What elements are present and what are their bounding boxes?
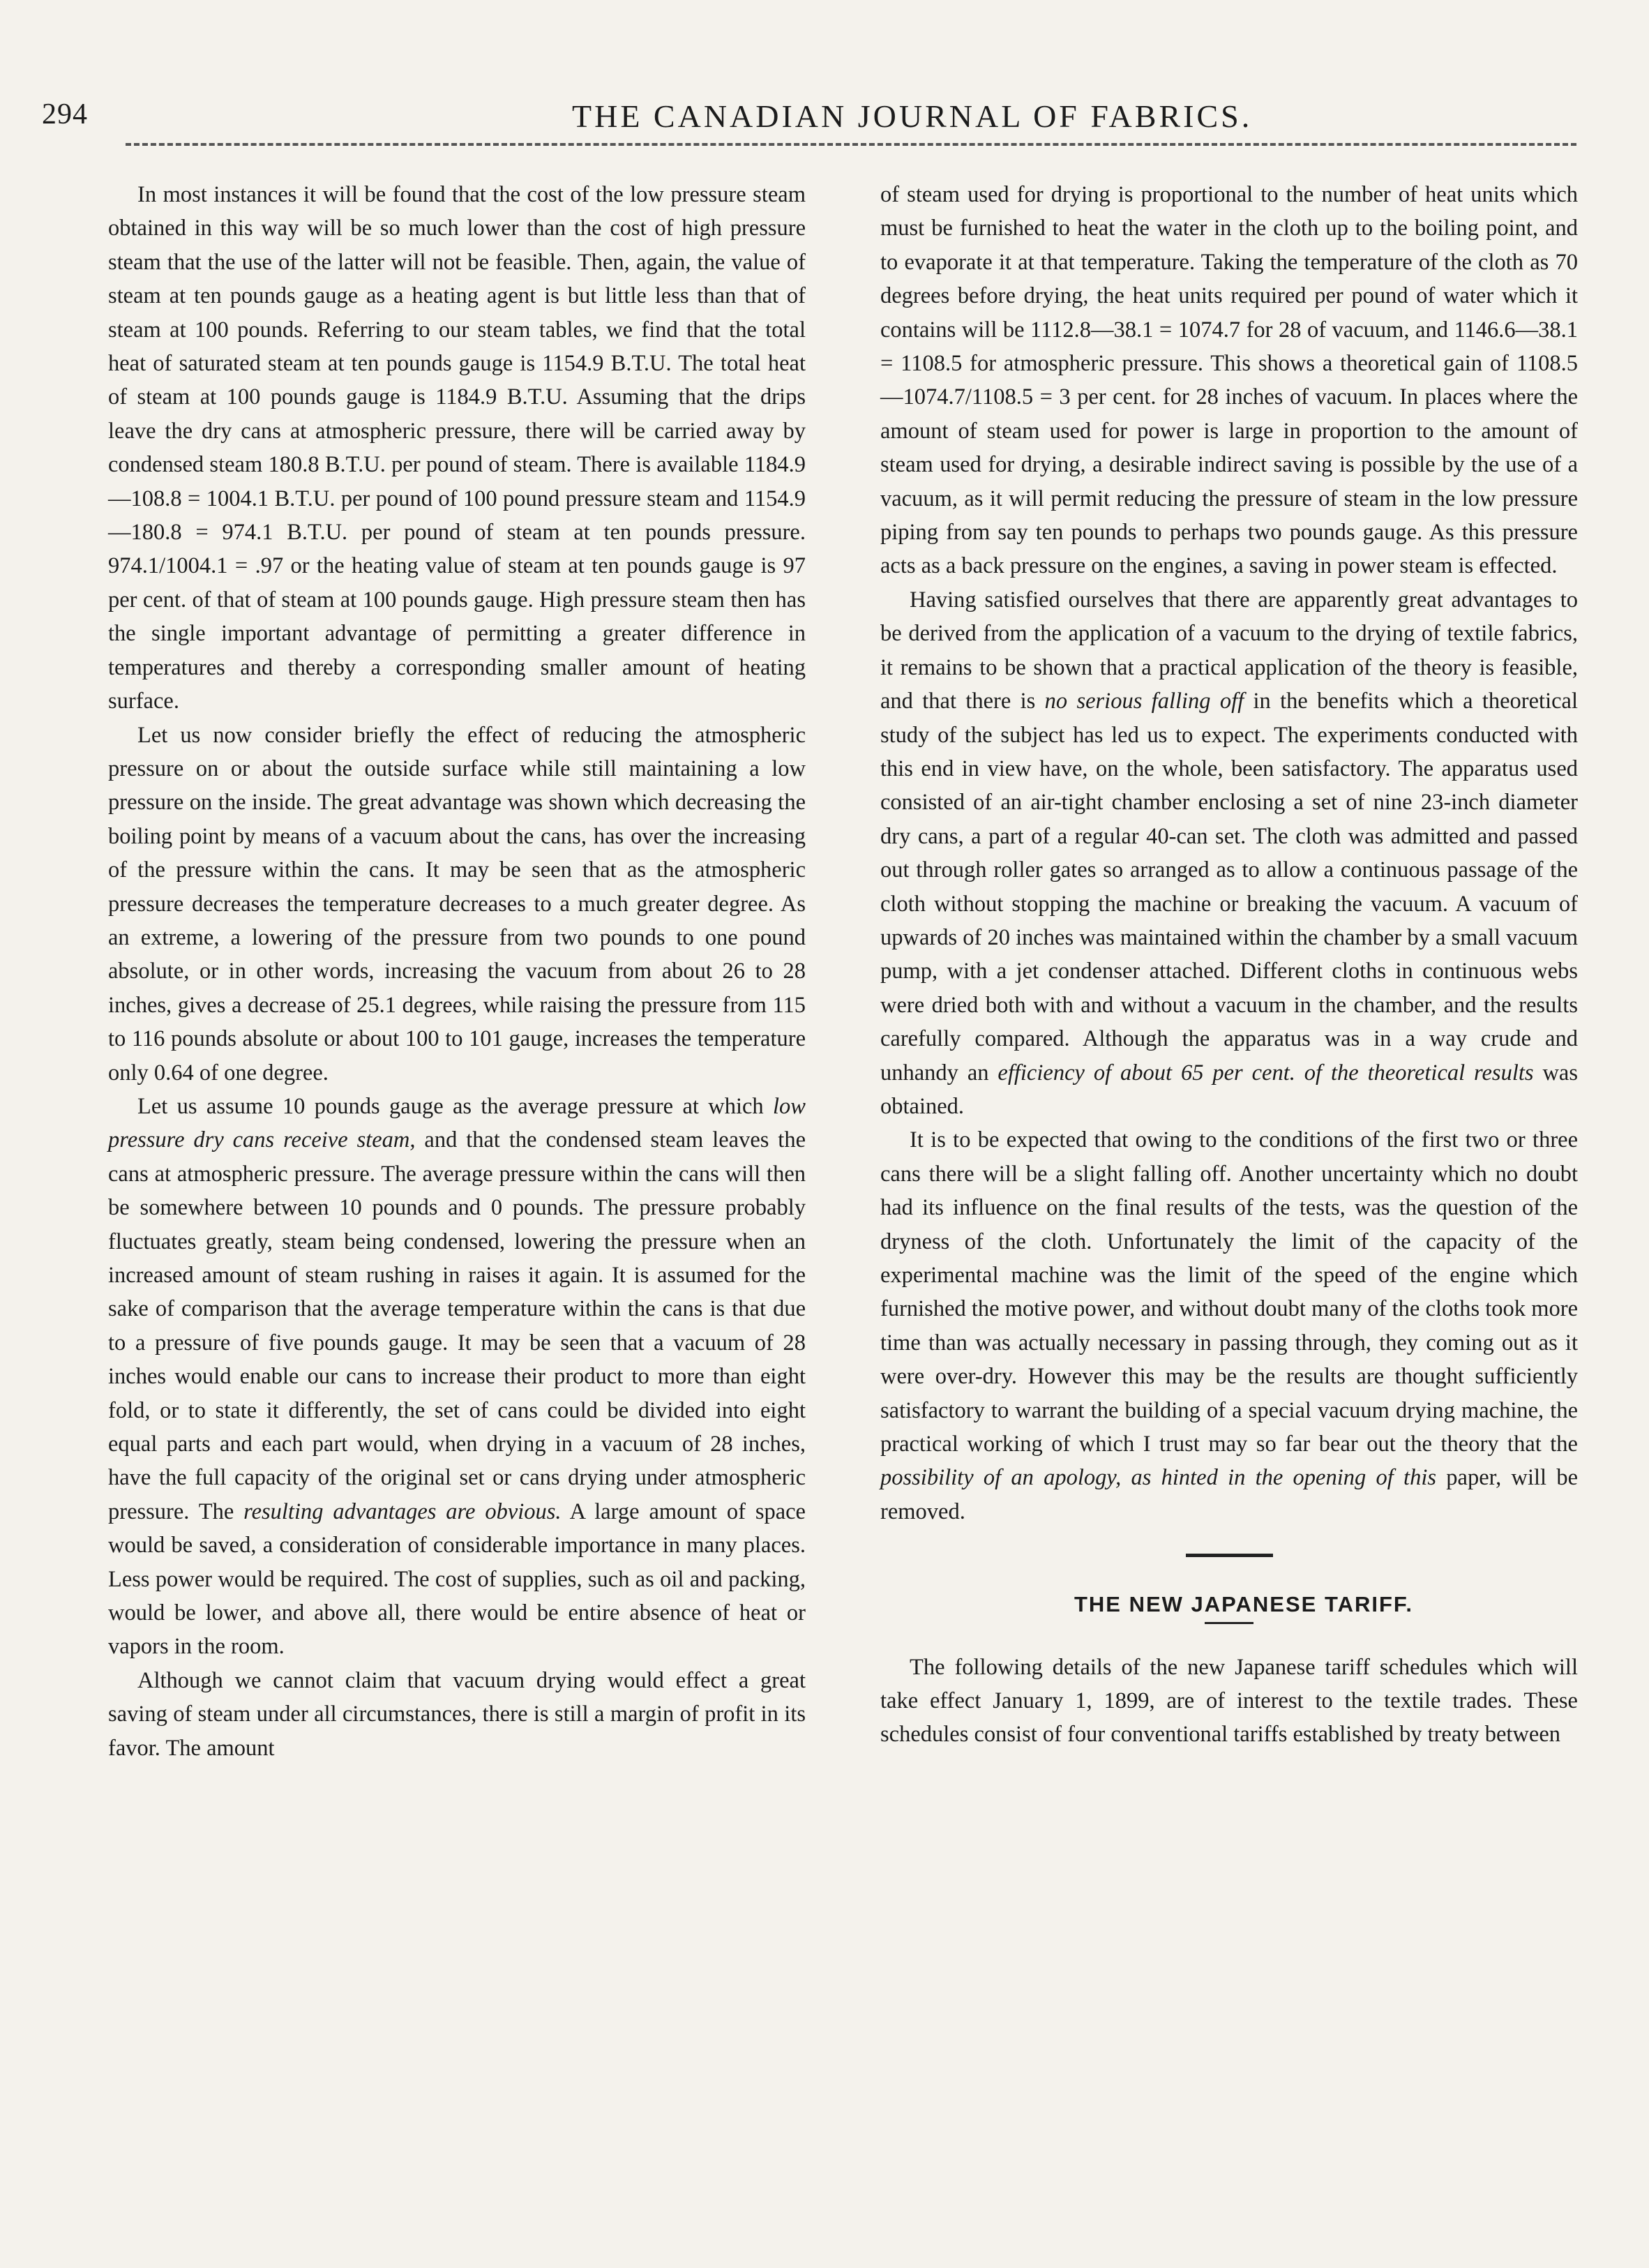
text-run: paper, will be removed. xyxy=(880,1465,1579,1524)
paragraph: Let us now consider briefly the effect of reducing the atmospheric pressure on or about the outside surface while still maintaining a low pressure on the inside. The great advantage was shown which decreasing the boiling point by means of a vacuum about the cans, has over the increasing of the pressure within the cans. It may be seen that as the atmospheric pressure decreases the temperature decreases to a much greater degree. As an extreme, a lowering of the pressure from two pounds to one pound absolute, or in other words, increasing the vacuum from about 26 to 28 inches, gives a decrease of 25.1 degrees, while raising the pressure from 115 to 116 pounds absolute or about 100 to 101 gauge, increases the temperature only 0.64 of one degree. xyxy=(108,722,806,1086)
text-run: A large amount of space would be saved, a consideration of considerable importance in many places. Less power would be required. The cost of supplies, such as oil and packing, would be lower, and above all, there would be entire absence of heat or vapors in the room. xyxy=(108,1499,806,1660)
italic-run: resulting advantages are obvious. xyxy=(243,1499,562,1524)
paragraph: The following details of the new Japanese tariff schedules which will take effect January 1, 1899, are of interest to the textile trades. These schedules consist of four conventional tariffs established by treaty between xyxy=(880,1654,1578,1748)
italic-run: possibility of an apology, as hinted in the opening of this xyxy=(880,1465,1437,1491)
paragraph: In most instances it will be found that the cost of the low pressure steam obtained in this way will be so much lower than the cost of high pressure steam that the use of the latter will not be feasible. Then, again, the value of steam at ten pounds gauge as a heating agent is but little less than that of steam at 100 pounds. Referring to our steam tables, we find that the total heat of saturated steam at ten pounds gauge is 1154.9 B.T.U. The total heat of steam at 100 pounds gauge is 1184.9 B.T.U. Assuming that the drips leave the dry cans at atmospheric pressure, there will be carried away by condensed steam 180.8 B.T.U. per pound of steam. There is available 1184.9—108.8 = 1004.1 B.T.U. per pound of 100 pound pressure steam and 1154.9—180.8 = 974.1 B.T.U. per pound of steam at ten pounds pressure. 974.1/1004.1 = .97 or the heating value of steam at ten pounds gauge is 97 per cent. of that of steam at 100 pounds gauge. High pressure steam then has the single important advantage of permitting a greater difference in temperatures and thereby a corresponding smaller amount of heating surface. xyxy=(108,182,806,714)
header-rule xyxy=(126,143,1576,146)
paragraph xyxy=(108,1090,806,1664)
text-run: in the benefits which a theoretical study of the subject has led us to expect. The experiments conducted with this end in view have, on the whole, been satisfactory. The apparatus used consisted of an air-tight chamber enclosing a set of nine 23-inch diameter dry cans, a part of a regular 40-can set. The cloth was admitted and passed out through roller gates so arranged as to allow a continuous passage of the cloth without stopping the machine or breaking the vacuum. A vacuum of upwards of 20 inches was maintained within the chamber by a small vacuum pump, with a jet condenser attached. Different cloths in continuous webs were dried both with and without a vacuum in the chamber, and the results carefully compared. Although the apparatus was in a way crude and unhandy an xyxy=(880,689,1579,1086)
page-header xyxy=(42,98,1576,147)
paragraph xyxy=(880,1123,1578,1529)
text-run: was obtained. xyxy=(880,1060,1579,1119)
left-column xyxy=(108,178,806,1765)
section-heading: THE NEW JAPANESE TARIFF. xyxy=(1074,1592,1414,1617)
text-run: and that the condensed steam leaves the cans at atmospheric pressure. The average pressure within the cans will then be somewhere between 10 pounds and 0 pounds. The pressure probably fluctuates greatly, steam being condensed, lowering the pressure when an increased amount of steam rushing in raises it again. It is assumed for the sake of comparison that the average temperature within the cans is that due to a pressure of five pounds gauge. It may be seen that a vacuum of 28 inches would enable our cans to increase their product to more than eight fold, or to state it differently, the set of cans could be divided into eight equal parts and each part would, when drying in a vacuum of 28 inches, have the full capacity of the original set or cans drying under atmospheric pressure. The xyxy=(108,1127,806,1524)
text-run: It is to be expected that owing to the conditions of the first two or three cans there will be a slight falling off. Another uncertainty which no doubt had its influence on the final results of the tests, was the question of the dryness of the cloth. Unfortunately the limit of the capacity of the experimental machine was the limit of the speed of the engine which furnished the motive power, and without doubt many of the cloths took more time than was actually necessary in passing through, they coming out as it were over-dry. However this may be the results are thought sufficiently satisfactory to warrant the building of a special vacuum drying machine, the practical working of which I trust may so far bear out the theory that the xyxy=(880,1127,1578,1457)
text-run: Let us assume 10 pounds gauge as the average pressure at which xyxy=(137,1093,774,1119)
paragraph: of steam used for drying is proportional to the number of heat units which must be furnished to heat the water in the cloth up to the boiling point, and to evaporate it at that temperature. Taking the temperature of the cloth as 70 degrees before drying, the heat units required per pound of water which it contains will be 1112.8—38.1 = 1074.7 for 28 of vacuum, and 1146.6—38.1 = 1108.5 for atmospheric pressure. This shows a theoretical gain of 1108.5—1074.7/1108.5 = 3 per cent. for 28 inches of vacuum. In places where the amount of steam used for power is large in proportion to the amount of steam used for drying, a desirable indirect saving is possible by the use of a vacuum, as it will permit reducing the pressure of steam in the low pressure piping from say ten pounds to perhaps two pounds gauge. As this pressure acts as a back pressure on the engines, a saving in power steam is effected. xyxy=(880,182,1578,579)
paragraph xyxy=(880,583,1578,1124)
paragraph: Although we cannot claim that vacuum drying would effect a great saving of steam under all circumstances, there is still a margin of profit in its favor. The amount xyxy=(108,1667,806,1761)
journal-title: THE CANADIAN JOURNAL OF FABRICS. xyxy=(572,98,1253,134)
italic-run: no serious falling off xyxy=(1044,689,1244,714)
page-number: 294 xyxy=(42,98,88,130)
italic-run: efficiency of about 65 per cent. of the theoretical results xyxy=(997,1060,1534,1086)
italic-run: low pressure dry cans receive steam, xyxy=(108,1093,806,1153)
right-column xyxy=(880,178,1578,1752)
text-run: Having satisfied ourselves that there are apparently great advantages to be derived from the application of a vacuum to the drying of textile fabrics, it remains to be shown that a practical application of the theory is feasible, and that there is xyxy=(880,587,1578,714)
